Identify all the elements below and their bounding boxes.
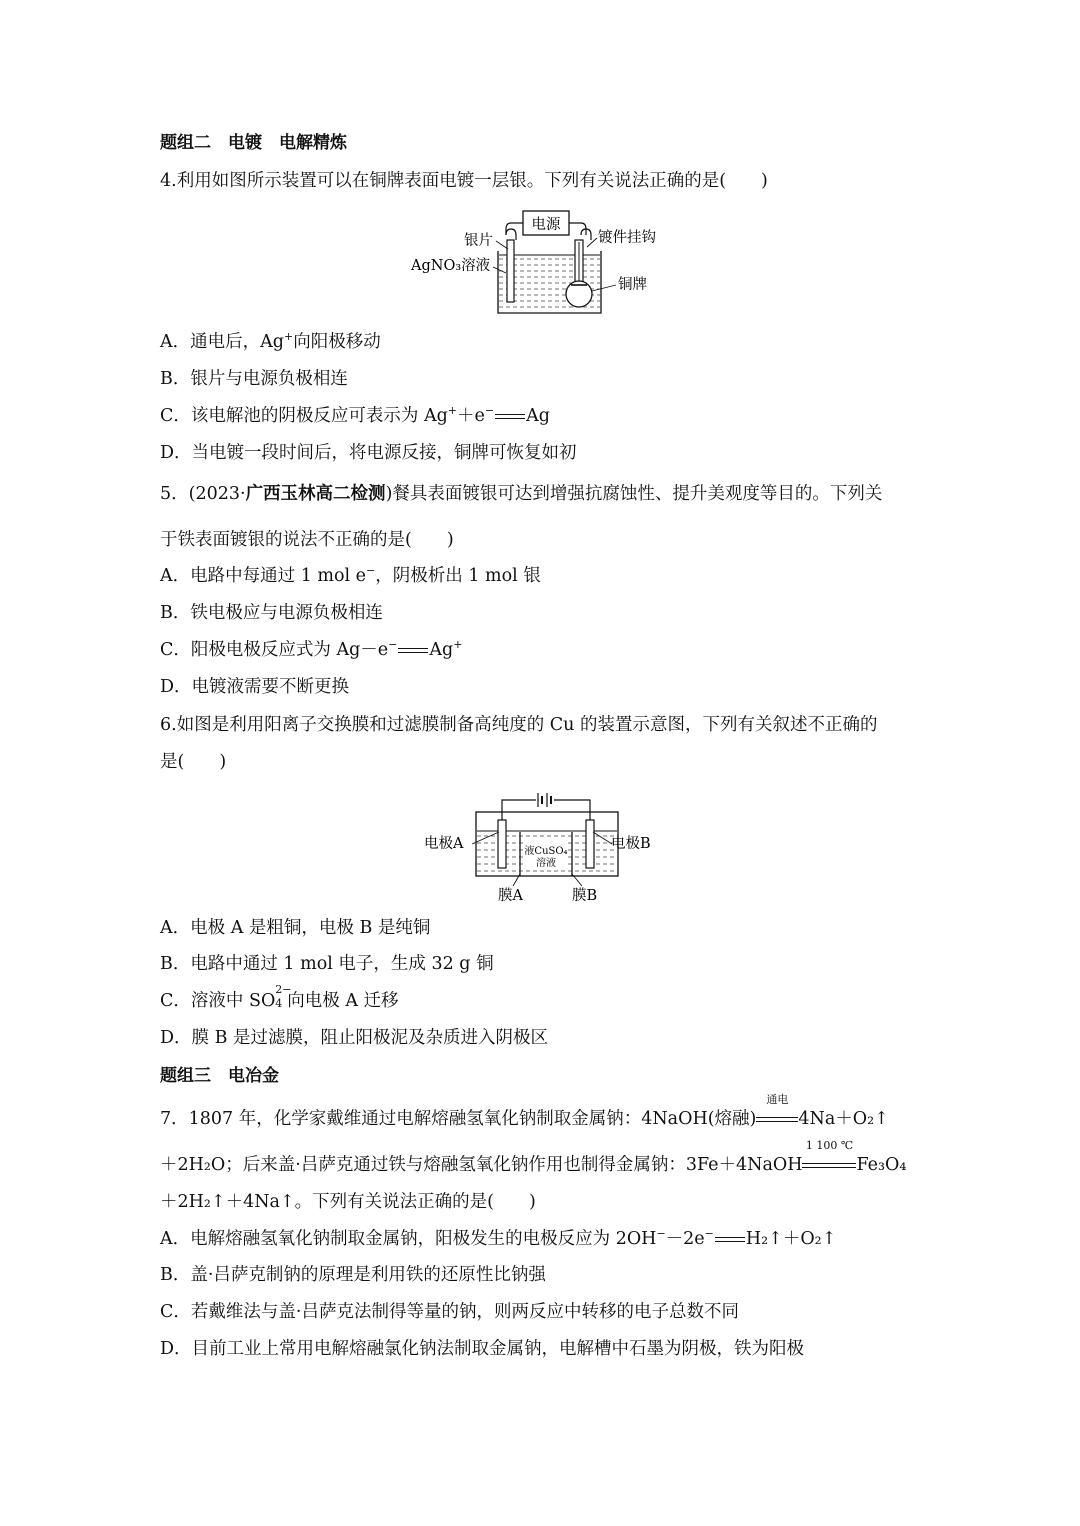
q6-electrode-a-label: 电极A: [424, 836, 464, 852]
q4-electroplating-figure: [405, 207, 695, 319]
q6-electrode-b-label: 电极B: [611, 836, 651, 852]
q5-option-c: C．阳极电极反应式为 Ag－e− Ag+: [160, 638, 463, 660]
q4-option-a: A．通电后，Ag+向阳极移动: [160, 330, 381, 352]
q6-membrane-b-label: 膜B: [572, 888, 598, 904]
q4-option-b: B．银片与电源负极相连: [160, 369, 348, 389]
q4-plate-label: 铜牌: [618, 277, 647, 293]
q6-stem-line2: 是( ): [160, 752, 227, 772]
q6-solution-label-2: 溶液: [536, 858, 556, 869]
q5-source: 广西玉林高二检测: [245, 484, 386, 504]
q4-silver-label: 银片: [464, 233, 493, 249]
section-title-group3: 题组三 电冶金: [160, 1066, 279, 1086]
q4-option-d: D．当电镀一段时间后，将电源反接，铜牌可恢复如初: [160, 443, 577, 463]
q5-stem-line1: 5．(2023·广西玉林高二检测)餐具表面镀银可达到增强抗腐蚀性、提升美观度等目的。下列关: [160, 484, 883, 504]
q4-stem: 4.利用如图所示装置可以在铜牌表面电镀一层银。下列有关说法正确的是( ): [160, 171, 768, 191]
q7-option-b: B．盖·吕萨克制钠的原理是利用铁的还原性比钠强: [160, 1265, 546, 1285]
q7-option-d: D．目前工业上常用电解熔融氯化钠法制取金属钠，电解槽中石墨为阴极，铁为阳极: [160, 1339, 805, 1359]
q7-option-a: A．电解熔融氢氧化钠制取金属钠，阳极发生的电极反应为 2OH−－2e− H₂↑＋O₂↑: [160, 1227, 837, 1249]
q4-option-c: C．该电解池的阴极反应可表示为 Ag+＋e− Ag: [160, 404, 550, 426]
q5-option-d: D．电镀液需要不断更换: [160, 677, 350, 697]
section-title-group2: 题组二 电镀 电解精炼: [160, 133, 347, 153]
q5-option-b: B．铁电极应与电源负极相连: [160, 603, 383, 623]
q6-stem-line1: 6.如图是利用阳离子交换膜和过滤膜制备高纯度的 Cu 的装置示意图，下列有关叙述不正确的: [160, 715, 878, 735]
q5-option-a: A．电路中每通过 1 mol e−，阴极析出 1 mol 银: [160, 564, 541, 586]
q5-stem-line2: 于铁表面镀银的说法不正确的是( ): [160, 530, 454, 550]
q6-option-b: B．电路中通过 1 mol 电子，生成 32 g 铜: [160, 954, 494, 974]
q4-power-label: 电源: [531, 217, 561, 233]
q7-stem-line2: ＋2H₂O；后来盖·吕萨克通过铁与熔融氢氧化钠作用也制得金属钠：3Fe＋4NaOH 1 100 ℃ Fe₃O₄: [160, 1139, 907, 1175]
q7-stem-line3: ＋2H₂↑＋4Na↑。下列有关说法正确的是( ): [160, 1192, 536, 1212]
q4-hook-label: 镀件挂钩: [598, 230, 656, 246]
q6-option-c: C．溶液中 SO 2− 4 向电极 A 迁移: [160, 983, 399, 1011]
q4-solution-label: AgNO₃溶液: [411, 258, 491, 274]
q7-option-c: C．若戴维法与盖·吕萨克法制得等量的钠，则两反应中转移的电子总数不同: [160, 1302, 739, 1322]
q6-membrane-a-label: 膜A: [498, 888, 523, 904]
q6-membrane-figure: [420, 786, 670, 908]
q6-option-d: D．膜 B 是过滤膜，阻止阳极泥及杂质进入阴极区: [160, 1028, 549, 1048]
q6-option-a: A．电极 A 是粗铜，电极 B 是纯铜: [160, 918, 431, 938]
q6-solution-label-1: 液CuSO₄: [524, 846, 568, 857]
q7-stem-line1: 7．1807 年，化学家戴维通过电解熔融氢氧化钠制取金属钠：4NaOH(熔融) 通电 4Na＋O₂↑: [160, 1093, 889, 1129]
